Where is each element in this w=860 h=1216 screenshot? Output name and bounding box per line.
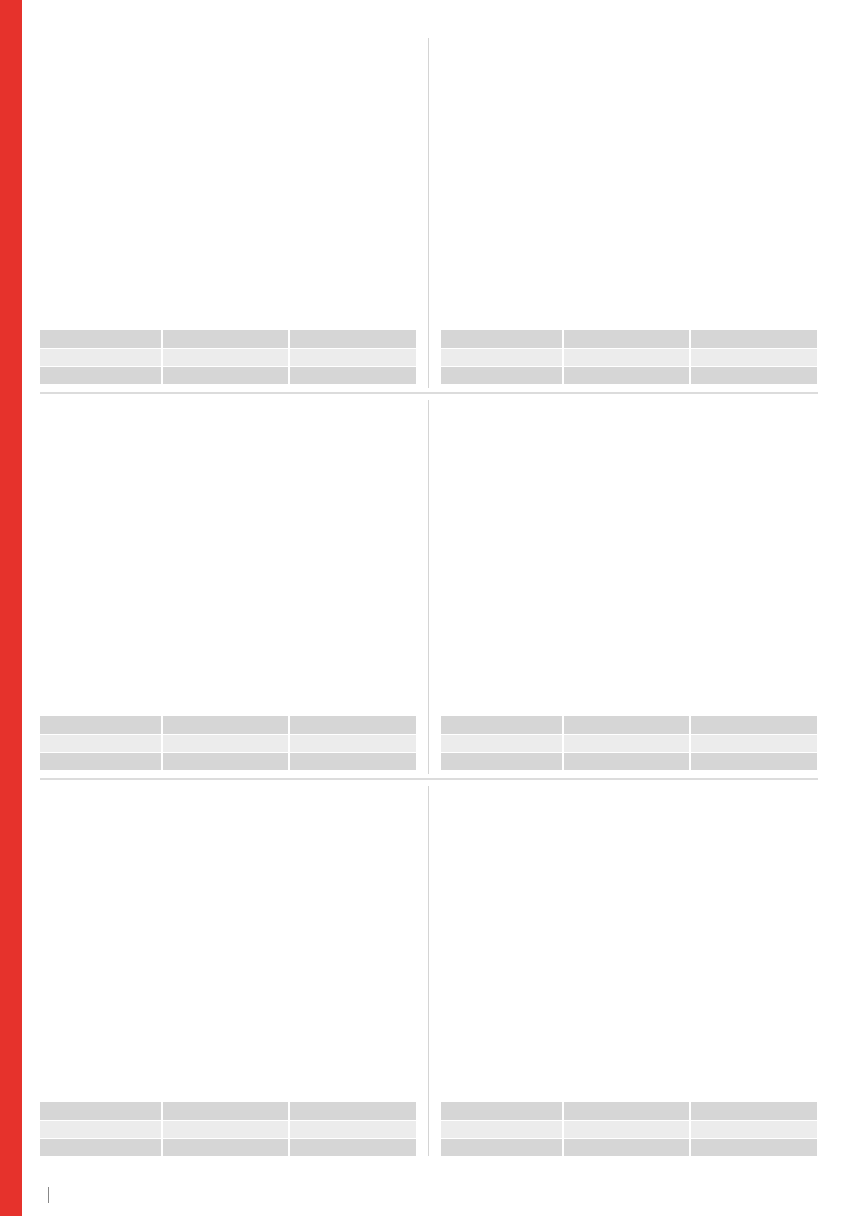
label-price (441, 366, 563, 384)
width-1500 (563, 348, 690, 366)
page-edge-accent-bar (0, 0, 22, 1216)
product-block (441, 40, 819, 425)
code-2000 (690, 1102, 817, 1120)
product-block (441, 426, 819, 811)
footer-separator (48, 1187, 49, 1203)
width-2000 (690, 1120, 817, 1138)
label-width (441, 1120, 563, 1138)
label-width (441, 348, 563, 366)
width-2000 (289, 734, 416, 752)
workbench-image (441, 118, 641, 278)
workbench-image (40, 504, 240, 664)
width-1500 (162, 734, 289, 752)
width-1500 (162, 348, 289, 366)
label-code (40, 330, 162, 348)
price-table (40, 330, 416, 385)
price-2000 (289, 1138, 416, 1156)
column-divider (428, 786, 429, 1156)
price-1500 (162, 1138, 289, 1156)
label-code (441, 1102, 563, 1120)
product-title (258, 816, 428, 834)
label-width (40, 1120, 162, 1138)
product-title (659, 430, 829, 448)
width-2000 (690, 348, 817, 366)
label-price (441, 752, 563, 770)
code-1500 (162, 716, 289, 734)
workbench-image (441, 890, 641, 1050)
width-2000 (289, 1120, 416, 1138)
product-block (441, 812, 819, 1197)
product-title (659, 816, 829, 834)
price-1500 (563, 752, 690, 770)
code-2000 (289, 330, 416, 348)
label-price (40, 752, 162, 770)
price-1500 (563, 366, 690, 384)
product-title (258, 44, 428, 62)
width-2000 (289, 348, 416, 366)
label-price (40, 366, 162, 384)
width-1500 (162, 1120, 289, 1138)
product-title (258, 430, 428, 448)
price-2000 (289, 752, 416, 770)
width-1500 (563, 734, 690, 752)
column-divider (428, 38, 429, 388)
price-2000 (690, 1138, 817, 1156)
workbench-image (441, 504, 641, 664)
price-2000 (690, 752, 817, 770)
product-title (659, 44, 829, 62)
code-1500 (563, 1102, 690, 1120)
code-1500 (162, 330, 289, 348)
width-2000 (690, 734, 817, 752)
label-code (40, 716, 162, 734)
price-table (40, 1102, 416, 1157)
workbench-image (40, 890, 240, 1050)
price-table (441, 716, 817, 771)
label-code (441, 716, 563, 734)
label-code (40, 1102, 162, 1120)
price-table (441, 330, 817, 385)
price-2000 (289, 366, 416, 384)
label-price (40, 1138, 162, 1156)
product-block (40, 40, 418, 425)
page-footer (40, 1186, 60, 1204)
width-1500 (563, 1120, 690, 1138)
price-1500 (563, 1138, 690, 1156)
code-1500 (563, 330, 690, 348)
code-2000 (690, 330, 817, 348)
code-2000 (289, 716, 416, 734)
price-2000 (690, 366, 817, 384)
product-block (40, 426, 418, 811)
label-price (441, 1138, 563, 1156)
label-width (441, 734, 563, 752)
product-block (40, 812, 418, 1197)
workbench-image (40, 118, 240, 278)
column-divider (428, 400, 429, 774)
price-table (441, 1102, 817, 1157)
price-table (40, 716, 416, 771)
code-1500 (563, 716, 690, 734)
label-code (441, 330, 563, 348)
code-1500 (162, 1102, 289, 1120)
label-width (40, 734, 162, 752)
price-1500 (162, 366, 289, 384)
label-width (40, 348, 162, 366)
price-1500 (162, 752, 289, 770)
code-2000 (690, 716, 817, 734)
code-2000 (289, 1102, 416, 1120)
